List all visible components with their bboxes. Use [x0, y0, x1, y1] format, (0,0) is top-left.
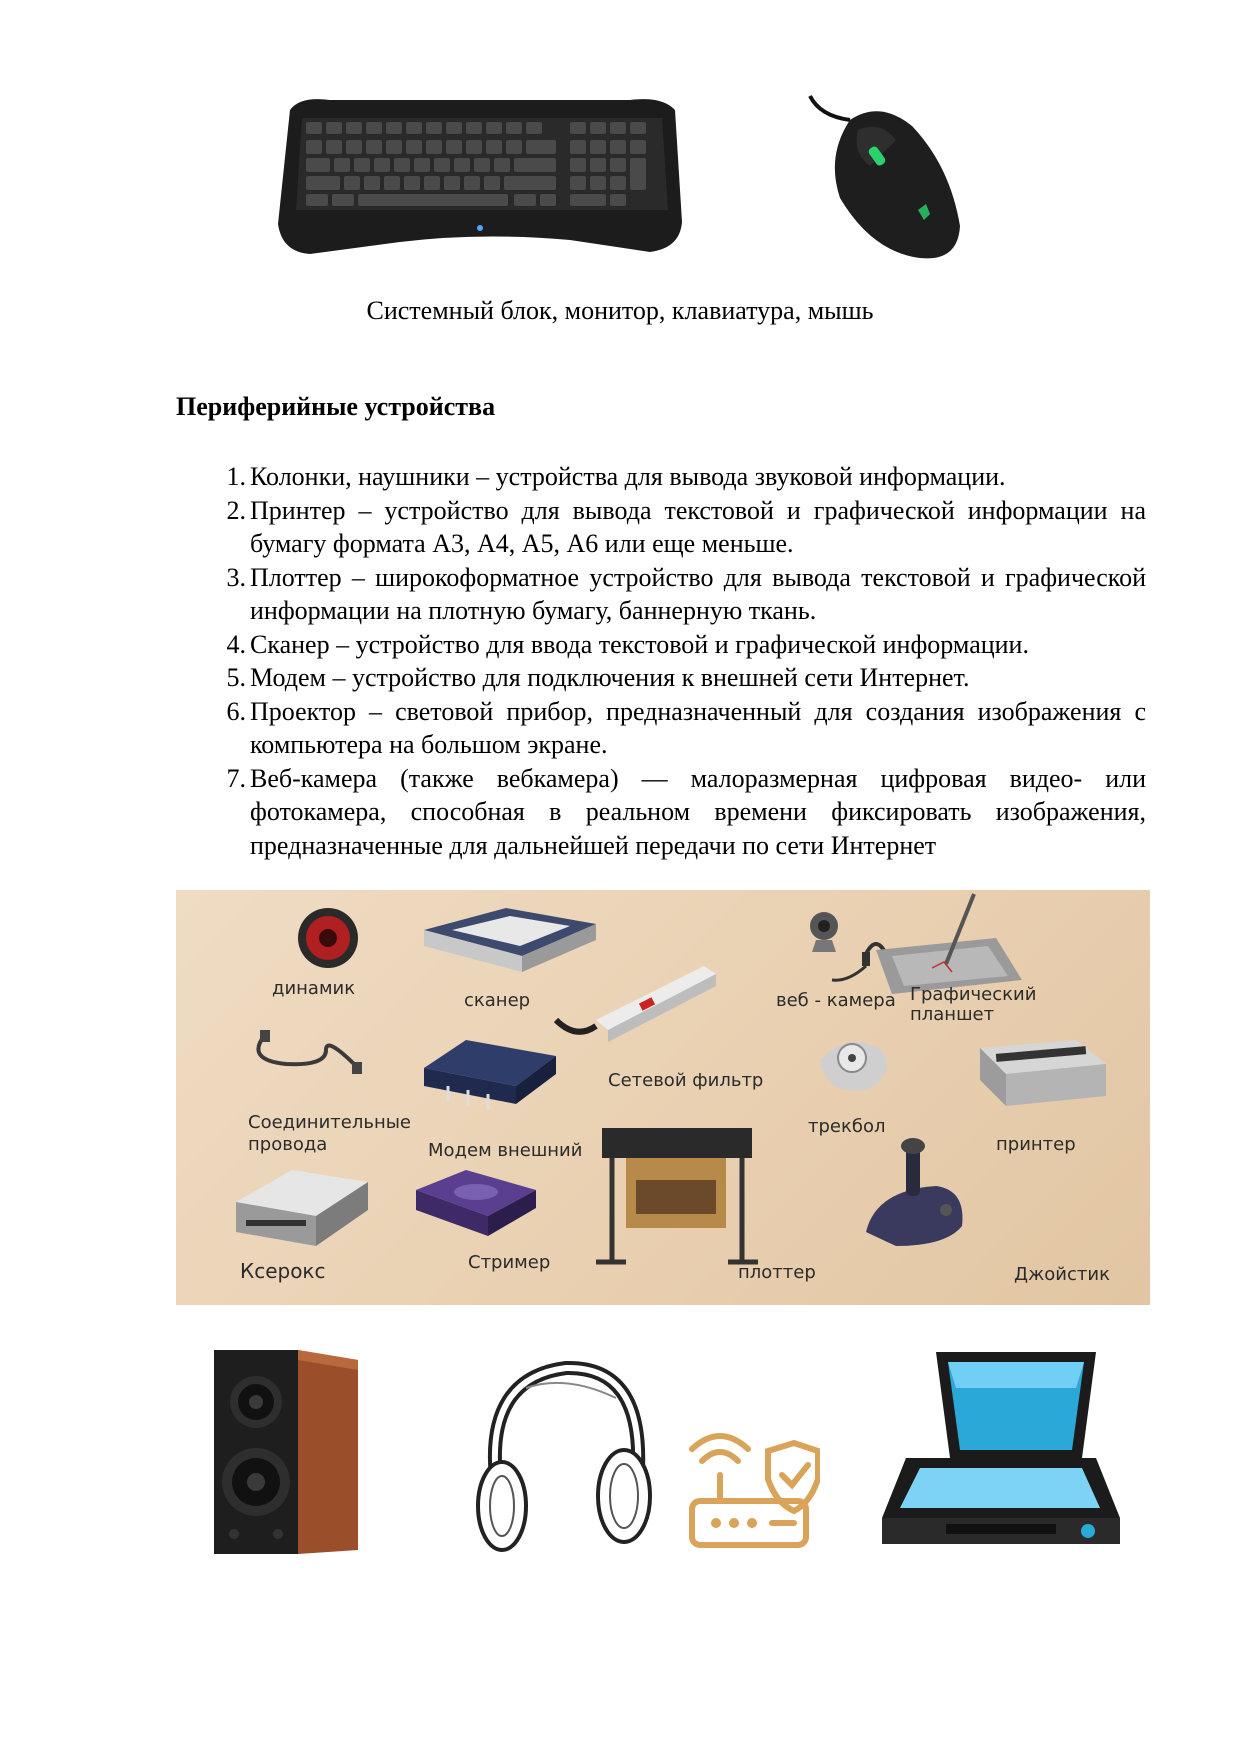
- collage-illustrations: [176, 890, 1150, 1305]
- collage-label-modem: Модем внешний: [428, 1140, 583, 1161]
- flatbed-scanner-icon: [424, 908, 596, 972]
- section-title: Периферийные устройства: [176, 392, 496, 421]
- collage-label-xerox: Ксерокс: [240, 1259, 326, 1283]
- list-item-number: 2.: [226, 495, 246, 525]
- collage-label-printer: принтер: [996, 1134, 1076, 1155]
- list-item-text: Сканер – устройство для ввода текстовой и графической информации.: [250, 629, 1029, 659]
- list-item-number: 4.: [226, 629, 246, 659]
- xerox-icon: [236, 1170, 368, 1246]
- list-item-text: Плоттер – широкоформатное устройство для вывода текстовой и графической информации на плотную бумагу, баннерную ткань.: [250, 562, 1146, 625]
- list-item-number: 1.: [226, 462, 246, 491]
- list-item: [176, 661, 1146, 695]
- list-item: [176, 494, 1146, 561]
- graphic-tablet-icon: [876, 894, 1022, 994]
- collage-label-tablet-line1: Графический: [910, 984, 1037, 1005]
- scanner-icon: [876, 1348, 1126, 1548]
- collage-label-tablet-line2: планшет: [910, 1004, 995, 1025]
- list-item: [176, 561, 1146, 628]
- collage-label-streamer: Стример: [468, 1252, 551, 1273]
- collage-label-filter: Сетевой фильтр: [608, 1070, 764, 1091]
- streamer-icon: [416, 1170, 536, 1236]
- list-item-text: Модем – устройство для подключения к внешней сети Интернет.: [250, 663, 970, 692]
- peripherals-collage: [176, 890, 1150, 1305]
- list-item-number: 5.: [226, 663, 246, 692]
- list-item-number: 7.: [226, 763, 246, 793]
- trackball-icon: [820, 1042, 886, 1091]
- collage-label-speaker: динамик: [272, 978, 356, 999]
- router-shield-icon: [686, 1425, 820, 1555]
- headphones-icon: [466, 1358, 656, 1558]
- printer-icon: [980, 1040, 1106, 1106]
- joystick-icon: [866, 1138, 962, 1246]
- list-item-text: Принтер – устройство для вывода текстовой и графической информации на бумагу формата А3, А4, А5, А6 или еще меньше.: [250, 495, 1146, 558]
- keyboard-icon: [270, 92, 690, 264]
- webcam-headset-icon: [810, 912, 890, 980]
- surge-protector-icon: [556, 966, 716, 1042]
- list-item: [176, 762, 1146, 863]
- speaker-driver-icon: [298, 908, 358, 968]
- list-item-number: 3.: [226, 562, 246, 592]
- external-modem-icon: [424, 1040, 556, 1110]
- list-item-text: Проектор – световой прибор, предназначенный для создания изображения с компьютера на большом экране.: [250, 696, 1146, 759]
- collage-label-joystick: Джойстик: [1014, 1264, 1110, 1285]
- collage-label-trackball: трекбол: [808, 1116, 886, 1137]
- list-item: [176, 628, 1146, 662]
- plotter-icon: [596, 1128, 758, 1262]
- list-item-number: 6.: [226, 696, 246, 726]
- figure-caption: Системный блок, монитор, клавиатура, мышь: [366, 296, 874, 325]
- collage-label-cables-line2: провода: [248, 1134, 328, 1155]
- connection-cables-icon: [258, 1030, 362, 1074]
- collage-label-plotter: плоттер: [738, 1262, 816, 1283]
- list-item: [176, 460, 1146, 494]
- list-item-text: Колонки, наушники – устройства для вывода звуковой информации.: [250, 462, 1006, 491]
- collage-label-webcam: веб - камера: [776, 990, 896, 1011]
- collage-label-cables-line1: Соединительные: [248, 1112, 411, 1133]
- list-item-text: Веб-камера (также вебкамера) — малоразмерная цифровая видео- или фотокамера, способная в реальном времени фиксировать изображения, предназначенные для дальнейшей передачи по сети Интернет: [250, 763, 1146, 860]
- speaker-icon: [206, 1346, 366, 1558]
- mouse-icon: [800, 86, 980, 266]
- list-item: [176, 695, 1146, 762]
- collage-label-scanner: сканер: [464, 990, 531, 1011]
- device-list: [176, 460, 1146, 862]
